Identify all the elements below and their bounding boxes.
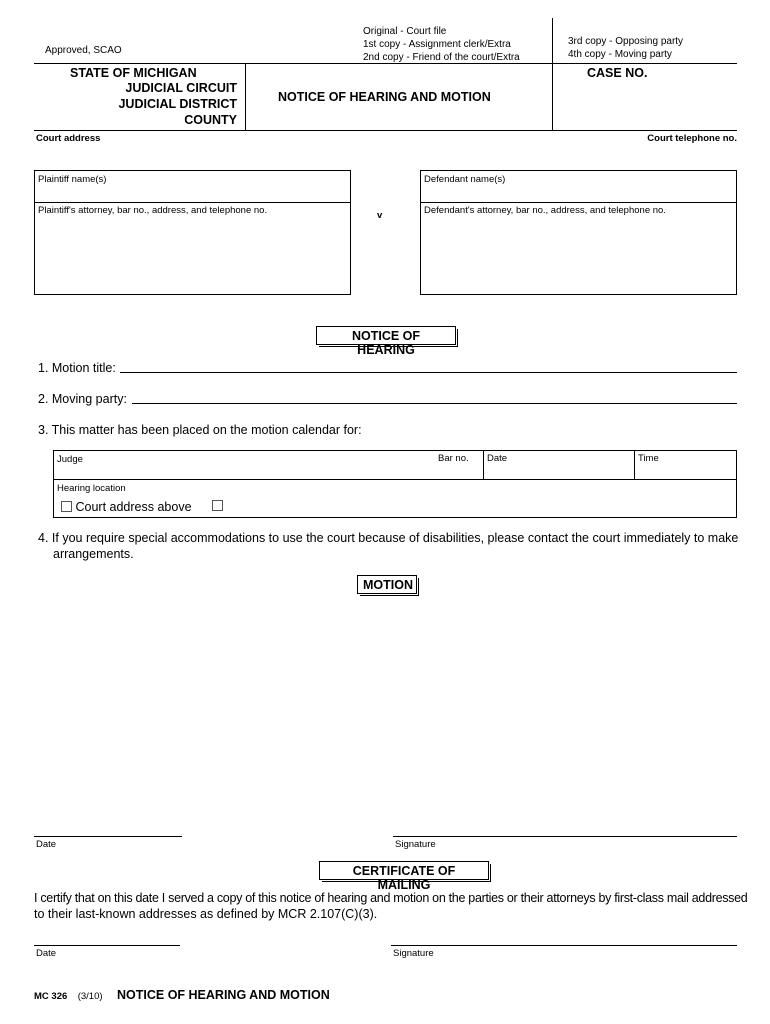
header-divider-right <box>552 18 553 131</box>
header-top-rule <box>34 63 737 64</box>
calendar-label: 3. This matter has been placed on the motion calendar for: <box>38 423 362 437</box>
motion-date-field[interactable] <box>34 836 182 837</box>
motion-title-label: 1. Motion title: <box>38 361 116 375</box>
plaintiff-attorney-label: Plaintiff's attorney, bar no., address, and telephone no. <box>38 205 268 216</box>
court-address-option[interactable] <box>61 500 192 514</box>
calendar-col-divider <box>483 451 484 479</box>
certificate-signature-field[interactable] <box>391 945 737 946</box>
copy-line: 1st copy - Assignment clerk/Extra <box>363 39 511 50</box>
case-number-label: CASE NO. <box>587 66 648 80</box>
court-address-checkbox[interactable] <box>61 501 72 512</box>
moving-party-label: 2. Moving party: <box>38 392 127 406</box>
certificate-of-mailing-title: CERTIFICATE OF MAILING <box>319 861 489 880</box>
certificate-date-field[interactable] <box>34 945 180 946</box>
court-phone-rule <box>552 130 737 131</box>
plaintiff-box[interactable] <box>34 170 351 295</box>
state-name: STATE OF MICHIGAN <box>70 66 197 80</box>
motion-date-label: Date <box>36 839 57 850</box>
plaintiff-box-divider <box>35 202 350 203</box>
header-divider-left <box>245 63 246 131</box>
motion-signature-label: Signature <box>395 839 436 850</box>
defendant-name-label: Defendant name(s) <box>424 174 506 185</box>
form-number: MC 326 <box>34 991 68 1002</box>
defendant-box-divider <box>421 202 736 203</box>
calendar-row-divider <box>54 479 736 480</box>
judicial-circuit: JUDICIAL CIRCUIT <box>125 81 237 95</box>
certificate-date-label: Date <box>36 948 57 959</box>
certificate-text-line1: I certify that on this date I served a copy of this notice of hearing and motion on the parties or their attorneys by first-class mail addressed <box>34 891 748 905</box>
motion-title: MOTION <box>357 575 417 594</box>
defendant-attorney-label: Defendant's attorney, bar no., address, and telephone no. <box>424 205 666 216</box>
moving-party-field[interactable] <box>132 403 737 404</box>
other-location-checkbox[interactable] <box>212 500 223 511</box>
footer-title: NOTICE OF HEARING AND MOTION <box>117 988 330 1002</box>
time-label: Time <box>638 453 659 464</box>
county: COUNTY <box>184 113 237 127</box>
court-address-label: Court address <box>36 133 101 144</box>
court-address-above-label: Court address above <box>75 500 192 514</box>
motion-title-field[interactable] <box>120 372 737 373</box>
defendant-box[interactable] <box>420 170 737 295</box>
motion-signature-field[interactable] <box>393 836 737 837</box>
copy-distribution-right <box>568 35 683 61</box>
bar-number-label: Bar no. <box>438 453 469 464</box>
versus-label: v <box>377 210 383 221</box>
accommodations-text-line2: arrangements. <box>53 547 134 561</box>
hearing-location-label: Hearing location <box>57 483 126 494</box>
calendar-col-divider <box>634 451 635 479</box>
accommodations-text-line1: 4. If you require special accommodations to use the court because of disabilities, please contact the court immediately to make <box>38 531 739 545</box>
judicial-district: JUDICIAL DISTRICT <box>118 97 237 111</box>
approval-note: Approved, SCAO <box>45 45 122 56</box>
certificate-text-line2: to their last-known addresses as defined by MCR 2.107(C)(3). <box>34 907 378 921</box>
copy-line: 2nd copy - Friend of the court/Extra <box>363 52 520 63</box>
certificate-signature-label: Signature <box>393 948 434 959</box>
judge-label: Judge <box>57 454 83 465</box>
copy-distribution-left <box>363 25 520 64</box>
notice-of-hearing-title: NOTICE OF HEARING <box>316 326 456 345</box>
copy-line: 3rd copy - Opposing party <box>568 36 684 47</box>
form-title: NOTICE OF HEARING AND MOTION <box>278 90 491 104</box>
header-title-bottom-rule <box>245 130 553 131</box>
court-telephone-label: Court telephone no. <box>647 133 737 144</box>
date-label: Date <box>487 453 508 464</box>
form-revision: (3/10) <box>77 991 103 1002</box>
plaintiff-name-label: Plaintiff name(s) <box>38 174 107 185</box>
form-footer <box>34 986 330 1004</box>
court-address-rule <box>34 130 245 131</box>
copy-line: Original - Court file <box>363 26 447 37</box>
copy-line: 4th copy - Moving party <box>568 49 672 60</box>
motion-text-area[interactable] <box>34 605 737 830</box>
